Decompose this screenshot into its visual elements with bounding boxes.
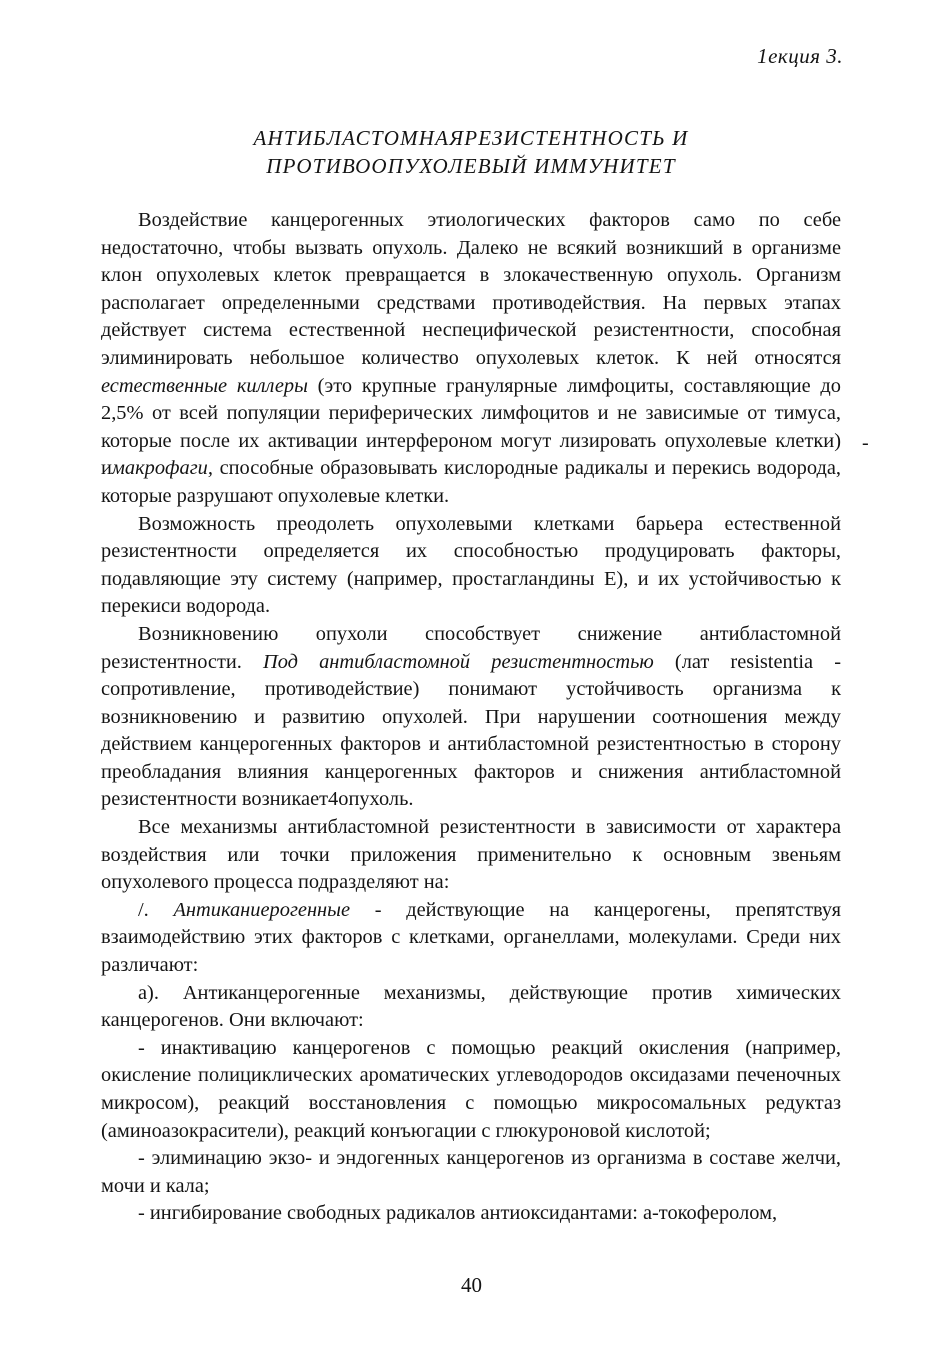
body-text [101,207,841,1228]
chapter-title-line-1: АНТИБЛАСТОМНАЯРЕЗИСТЕНТНОСТЬ И [253,126,689,150]
paragraph-2: Возможность преодолеть опухолевыми клетками барьера естественной резистентности определяется их способностью продуцировать факторы, подавляющие эту систему (например, простагландины Е), и их устойчивостью к перекиси водорода. [101,512,841,618]
chapter-title [100,124,842,180]
paragraph-3-text-a: Возникновению опухоли способствует снижение антибластомной резистентности. [101,622,841,673]
running-header: 1екция 3. [757,44,843,68]
paragraph-8: - элиминацию экзо- и эндогенных канцерогенов из организма в составе желчи, мочи и кала; [101,1147,841,1197]
margin-mark: - [862,432,869,454]
paragraph-5-text-a: /. [138,898,174,921]
paragraph-9: - ингибирование свободных радикалов антиоксидантами: а-токоферолом, [138,1202,778,1225]
page-number: 40 [461,1273,482,1297]
paragraph-5 [101,897,841,980]
paragraph-3 [101,621,841,814]
paragraph-1-text-a: Воздействие канцерогенных этиологических факторов само по себе недостаточно, чтобы вызвать опухоль. Далеко не всякий возникший в организме клон опухолевых клеток превращается в злокачественную опухоль. Организм располагает определенными средствами противодействия. На первых этапах действует система естественной неспецифической резистентности, способная элиминировать небольшое количество опухолевых клеток. К ней относятся [101,209,841,369]
paragraph-6: а). Антиканцерогенные механизмы, действующие против химических канцерогенов. Они включают: [101,981,841,1032]
paragraph-4: Все механизмы антибластомной резистентности в зависимости от характера воздействия или точки приложения применительно к основным звеньям опухолевого процесса подразделяют на: [101,816,841,894]
term-macrophages: макрофаги, [111,457,213,480]
paragraph-3-text-b: (лат resistentia - сопротивление, противодействие) понимают устойчивость организма к возникновению и развитию опухолей. При нарушении соотношения между действием канцерогенных факторов и антибластомной резистентностью в сторону преобладания влияния канцерогенных факторов и снижения антибластомной резистентности возникает4опухоль. [101,650,842,811]
paragraph-1-text-c: способные образовывать кислородные радикалы и перекись водорода, которые разрушают опухолевые клетки. [101,457,841,507]
paragraph-7: - инактивацию канцерогенов с помощью реакций окисления (например, окисление полициклических ароматических углеводородов оксидазами печеночных микросом), реакций восстановления с помощью микросомальных редуктаз (аминоазокрасители), реакций конъюгации с глюкуроновой кислотой; [101,1036,841,1142]
term-natural-killers: естественные киллеры [101,374,308,397]
term-anticarcinogenic: Антиканиерогенные [173,898,351,921]
paragraph-5-text-b: - действующие на канцерогены, препятствуя взаимодействию этих факторов с клетками, органеллами, молекулами. Среди них различают: [101,898,841,977]
paragraph-1-text-b: (это крупные гранулярные лимфоциты, составляющие до 2,5% от всей популяции периферических лимфоцитов и не зависимые от тимуса, которые после их активации интерфероном могут лизировать опухолевые клетки) и [101,374,841,480]
term-antiblastoma-resistance: Под антибластомной резистентностью [263,650,654,673]
chapter-title-line-2: ПРОТИВООПУХОЛЕВЫЙ ИММУНИТЕТ [266,154,676,178]
paragraph-1 [101,207,841,511]
